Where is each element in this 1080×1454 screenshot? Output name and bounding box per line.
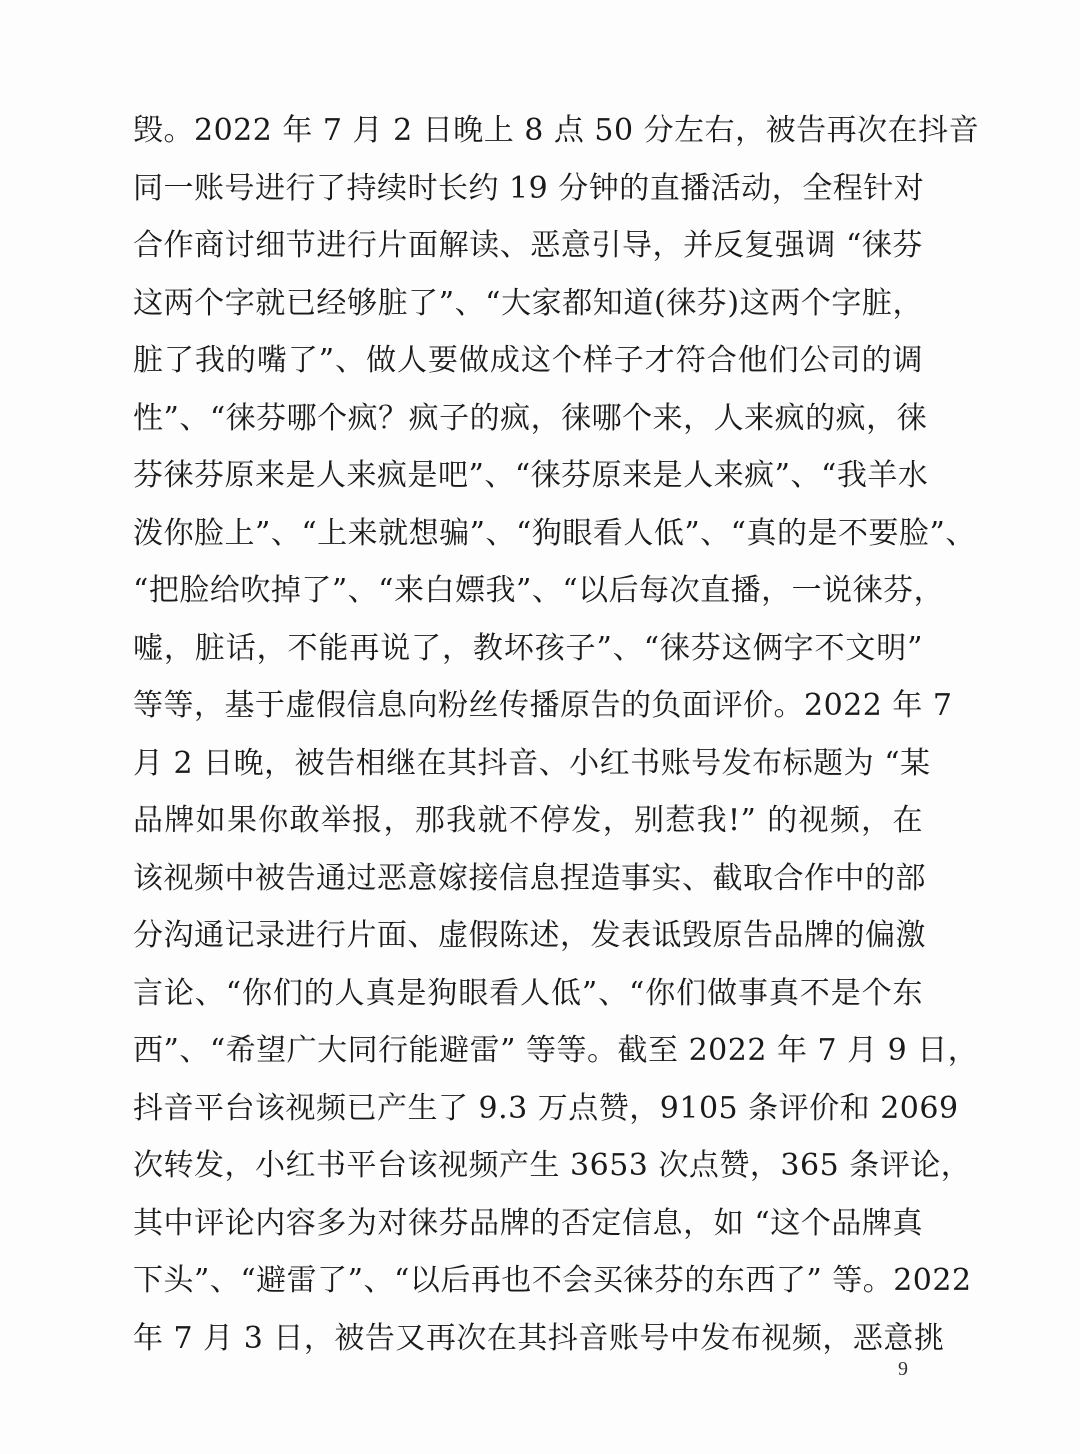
text-line: 等等，基于虚假信息向粉丝传播原告的负面评价。2022 年 7 [133,688,953,723]
text-line: 泼你脸上”、“上来就想骗”、“狗眼看人低”、“真的是不要脸”、 [133,515,976,551]
text-line: 下头”、“避雷了”、“以后再也不会买徕芬的东西了” 等。2022 [133,1263,972,1298]
text-line: 芬徕芬原来是人来疯是吧”、“徕芬原来是人来疯”、“我羊水 [133,458,929,493]
text-line: 年 7 月 3 日，被告又再次在其抖音账号中发布视频，恶意挑 [133,1320,945,1356]
text-line: 合作商讨细节进行片面解读、恶意引导，并反复强调 “徕芬 [133,228,923,263]
body-text [133,102,980,1367]
text-line: 性”、“徕芬哪个疯？疯子的疯，徕哪个来，人来疯的疯，徕 [133,400,928,436]
text-line: “把脸给吹掉了”、“来白嫖我”、“以后每次直播，一说徕芬， [133,573,945,608]
text-line: 次转发，小红书平台该视频产生 3653 次点赞，365 条评论， [133,1148,972,1183]
text-line: 品牌如果你敢举报，那我就不停发，别惹我!” 的视频，在 [133,803,923,838]
text-line: 毁。2022 年 7 月 2 日晚上 8 点 50 分左右，被告再次在抖音 [133,113,980,148]
text-line: 嘘，脏话，不能再说了，教坏孩子”、“徕芬这俩字不文明” [133,630,923,666]
text-line: 脏了我的嘴了”、做人要做成这个样子才符合他们公司的调 [133,343,923,378]
text-line: 抖音平台该视频已产生了 9.3 万点赞，9105 条评价和 2069 [133,1090,959,1126]
text-line: 其中评论内容多为对徕芬品牌的否定信息，如 “这个品牌真 [133,1205,923,1241]
text-line: 同一账号进行了持续时长约 19 分钟的直播活动，全程针对 [133,170,925,206]
page-number: 9 [898,1358,908,1380]
text-line: 该视频中被告通过恶意嫁接信息捏造事实、截取合作中的部 [133,860,926,896]
text-line: 月 2 日晚，被告相继在其抖音、小红书账号发布标题为 “某 [133,745,931,781]
text-line: 西”、“希望广大同行能避雷” 等等。截至 2022 年 7 月 9 日， [133,1033,979,1068]
text-line: 言论、“你们的人真是狗眼看人低”、“你们做事真不是个东 [133,975,923,1011]
text-line: 分沟通记录进行片面、虚假陈述，发表诋毁原告品牌的偏激 [133,918,926,953]
text-line: 这两个字就已经够脏了”、“大家都知道(徕芬)这两个字脏， [133,285,923,321]
